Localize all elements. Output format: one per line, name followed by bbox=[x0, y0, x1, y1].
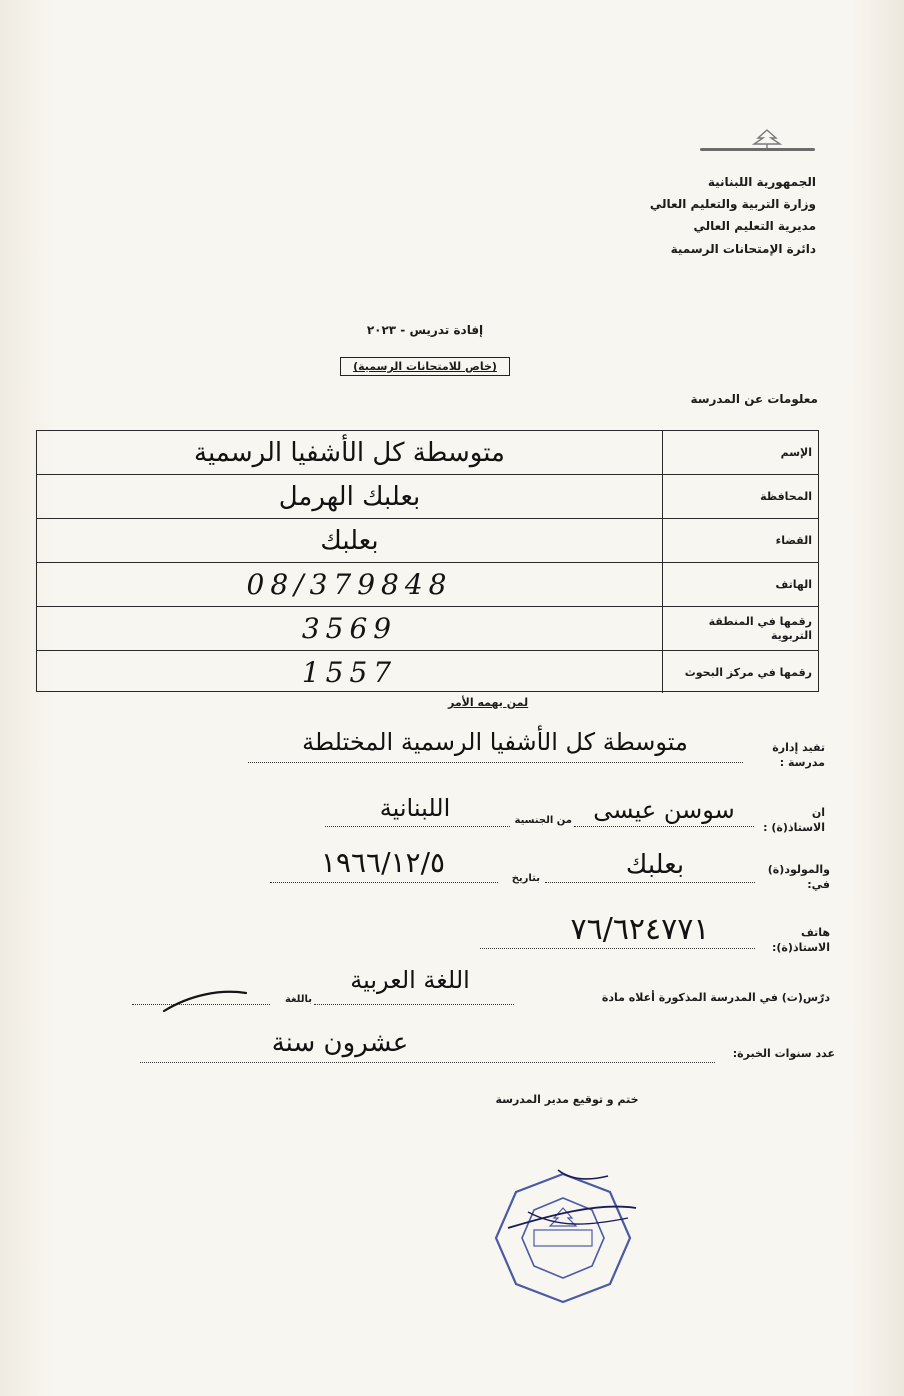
admin-label: تفيد إدارة مدرسة : bbox=[772, 741, 825, 769]
teacher-label: ان الاستاذ(ة) : bbox=[763, 806, 825, 834]
taught-label: درّس(ت) في المدرسة المذكورة أعلاه مادة bbox=[601, 991, 830, 1004]
table-label-governorate: المحافظة bbox=[662, 475, 818, 518]
table-row bbox=[37, 651, 818, 693]
phone-dotted-line bbox=[480, 948, 755, 949]
table-label-district: القضاء bbox=[662, 519, 818, 562]
experience-dotted-line bbox=[140, 1062, 715, 1063]
handwritten-phone: 08/379848 bbox=[246, 568, 453, 601]
table-value-research-center bbox=[37, 651, 662, 693]
school-info-table bbox=[36, 430, 819, 692]
document-title: إفادة تدريس - ٢٠٢٣ bbox=[366, 323, 484, 337]
table-label-edu-zone: رقمها في المنطقة التربوية bbox=[662, 607, 818, 650]
letterhead-rule bbox=[700, 148, 815, 151]
header-republic: الجمهورية اللبنانية bbox=[707, 175, 816, 189]
handwritten-research-number: 1557 bbox=[301, 655, 398, 689]
table-row bbox=[37, 431, 818, 475]
table-label-phone: الهاتف bbox=[662, 563, 818, 606]
language-label: باللغة bbox=[284, 994, 312, 1005]
official-stamp-icon bbox=[488, 1168, 638, 1308]
nationality-dotted-line bbox=[325, 826, 510, 827]
date-label: بتاريخ bbox=[511, 873, 540, 884]
handwritten-nationality: اللبنانية bbox=[379, 794, 451, 822]
handwritten-zone-number: 3569 bbox=[301, 612, 398, 645]
header-department: دائرة الإمتحانات الرسمية bbox=[670, 242, 816, 256]
handwritten-stroke-icon bbox=[160, 985, 250, 1015]
subject-dotted-line bbox=[314, 1004, 514, 1005]
header-ministry: وزارة التربية والتعليم العالي bbox=[649, 197, 816, 211]
cedar-emblem-icon bbox=[744, 128, 790, 148]
table-label-research-center: رقمها في مركز البحوث bbox=[662, 651, 818, 693]
handwritten-teacher-name: سوسن عيسى bbox=[593, 796, 735, 824]
handwritten-experience: عشرون سنة bbox=[271, 1028, 409, 1058]
handwritten-subject: اللغة العربية bbox=[350, 966, 470, 994]
handwritten-admin-school: متوسطة كل الأشفيا الرسمية المختلطة bbox=[302, 728, 688, 756]
handwritten-district: بعلبك bbox=[320, 525, 379, 556]
school-section-label: معلومات عن المدرسة bbox=[690, 392, 818, 406]
born-label: والمولود(ة) في: bbox=[767, 863, 830, 891]
birthplace-dotted-line bbox=[545, 882, 755, 883]
teacher-dotted-line bbox=[574, 826, 754, 827]
table-row bbox=[37, 519, 818, 563]
table-row bbox=[37, 475, 818, 519]
table-row bbox=[37, 607, 818, 651]
to-whom-it-may-concern: لمن يهمه الأمر bbox=[448, 696, 529, 709]
teacher-phone-label: هاتف الاستاذ(ة): bbox=[772, 926, 830, 954]
table-value-governorate bbox=[37, 475, 662, 518]
table-value-phone bbox=[37, 563, 662, 606]
table-row bbox=[37, 563, 818, 607]
handwritten-birthdate: ١٩٦٦/١٢/٥ bbox=[320, 846, 446, 879]
header-directorate: مديرية التعليم العالي bbox=[693, 219, 816, 233]
handwritten-teacher-phone: ٧٦/٦٢٤٧٧١ bbox=[570, 912, 710, 947]
table-label-name: الإسم bbox=[662, 431, 818, 474]
handwritten-governorate: بعلبك الهرمل bbox=[278, 481, 421, 512]
table-value-district bbox=[37, 519, 662, 562]
admin-dotted-line bbox=[248, 762, 743, 763]
table-value-edu-zone bbox=[37, 607, 662, 650]
experience-label: عدد سنوات الخبرة: bbox=[732, 1047, 835, 1060]
handwritten-birthplace: بعلبك bbox=[625, 850, 685, 880]
date-dotted-line bbox=[270, 882, 498, 883]
signature-label: ختم و توقيع مدير المدرسة bbox=[495, 1093, 639, 1106]
document-subtitle: (خاص للامتحانات الرسمية) bbox=[340, 357, 510, 376]
nationality-label: من الجنسية bbox=[514, 815, 572, 826]
table-value-name bbox=[37, 431, 662, 474]
handwritten-school-name: متوسطة كل الأشفيا الرسمية bbox=[194, 437, 505, 468]
